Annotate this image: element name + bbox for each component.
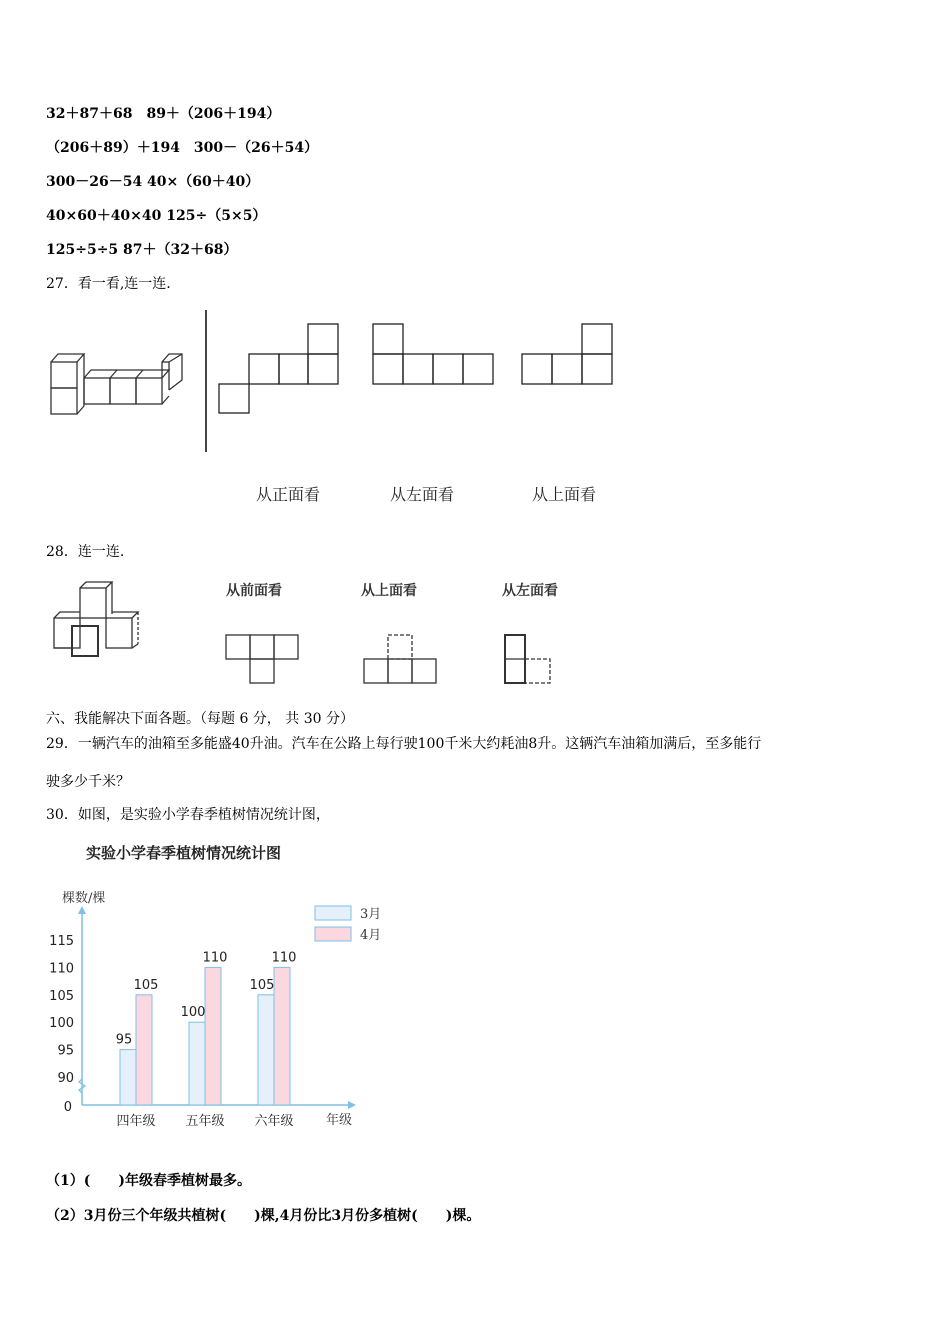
q30-sub-2: （2）3月份三个年级共植树( )棵,4月份比3月份多植树( )棵。 xyxy=(46,1208,481,1224)
bar-3月 xyxy=(120,1050,136,1105)
bar-4月 xyxy=(136,995,152,1105)
q27-cube-figure xyxy=(48,350,188,420)
bar-value-label: 110 xyxy=(271,950,297,966)
y-axis-label: 棵数/棵 xyxy=(62,891,106,906)
calc-line-3: 300－26－54 40×（60＋40） xyxy=(46,174,260,190)
x-tick-label: 六年级 xyxy=(254,1114,294,1129)
y-axis-arrow xyxy=(78,906,86,914)
q27-view-left xyxy=(373,324,495,386)
bar-3月 xyxy=(189,1022,205,1105)
y-tick-label: 110 xyxy=(49,961,74,977)
q27-title: 27．看一看,连一连. xyxy=(46,276,171,292)
bar-4月 xyxy=(205,967,221,1105)
bar-value-label: 105 xyxy=(133,977,159,993)
chart-title: 实验小学春季植树情况统计图 xyxy=(86,844,282,862)
q27-divider xyxy=(205,310,207,452)
q30-sub-1: （1）( )年级春季植树最多。 xyxy=(46,1173,251,1189)
x-tick-label: 四年级 xyxy=(116,1114,156,1129)
q27-label-front: 从正面看 xyxy=(256,485,321,504)
q29-line-2: 驶多少千米？ xyxy=(46,774,130,790)
q28-view-top xyxy=(363,634,441,684)
legend-label: 3月 xyxy=(360,907,382,922)
q29-line-1: 29．一辆汽车的油箱至多能盛40升油。汽车在公路上每行驶100千米大约耗油8升。这辆汽车油箱加满后，至多能行 xyxy=(46,736,762,752)
q27-view-front xyxy=(219,324,339,414)
q30-title: 30．如图，是实验小学春季植树情况统计图， xyxy=(46,807,330,823)
x-axis-arrow xyxy=(348,1101,356,1109)
legend-swatch xyxy=(315,906,351,920)
x-tick-label: 五年级 xyxy=(185,1114,225,1129)
q27-label-left: 从左面看 xyxy=(390,485,455,504)
calc-line-2: （206＋89）＋194 300－（26＋54） xyxy=(46,140,319,156)
q27-view-top xyxy=(522,324,614,386)
y-tick-zero: 0 xyxy=(63,1100,72,1115)
legend-swatch xyxy=(315,927,351,941)
x-axis-label: 年级 xyxy=(326,1113,353,1128)
y-tick-label: 90 xyxy=(57,1071,74,1086)
q28-label-front: 从前面看 xyxy=(226,583,282,599)
calc-line-4: 40×60＋40×40 125÷（5×5） xyxy=(46,208,267,224)
bar-value-label: 110 xyxy=(202,950,228,966)
y-tick-label: 95 xyxy=(57,1043,74,1059)
q28-view-left xyxy=(504,634,556,684)
calc-line-5: 125÷5÷5 87＋（32＋68） xyxy=(46,242,238,258)
q28-title: 28．连一连. xyxy=(46,544,125,560)
y-tick-label: 115 xyxy=(49,934,74,949)
q28-label-top: 从上面看 xyxy=(361,583,417,599)
bar-value-label: 95 xyxy=(115,1032,133,1048)
bar-4月 xyxy=(274,967,290,1105)
bar-value-label: 100 xyxy=(180,1005,206,1021)
y-tick-label: 105 xyxy=(49,988,74,1004)
bar-value-label: 105 xyxy=(249,977,275,993)
q28-cube-figure xyxy=(50,580,150,660)
q27-label-top: 从上面看 xyxy=(532,485,597,504)
bar-3月 xyxy=(258,995,274,1105)
y-tick-label: 100 xyxy=(49,1016,74,1032)
legend-label: 4月 xyxy=(360,928,382,943)
q28-view-front xyxy=(225,634,303,684)
calc-line-1: 32＋87＋68 89＋（206＋194） xyxy=(46,106,281,122)
bar-chart xyxy=(40,880,380,1140)
section-6-heading: 六、我能解决下面各题。（每题 6 分， 共 30 分） xyxy=(46,711,354,727)
q28-label-left: 从左面看 xyxy=(502,583,558,599)
